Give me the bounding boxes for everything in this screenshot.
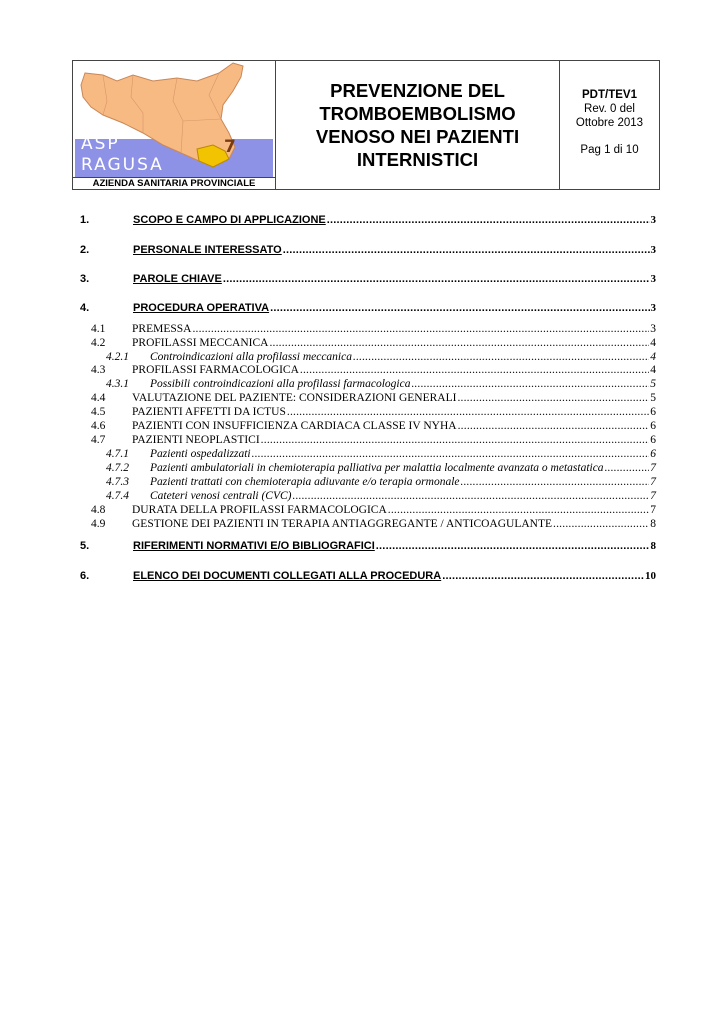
toc-entry-number: 4.2 (91, 337, 106, 349)
toc-entry-title[interactable]: ELENCO DEI DOCUMENTI COLLEGATI ALLA PROCEDURA (133, 570, 442, 582)
toc-entry-number: 4.7 (91, 434, 106, 446)
logo-cell (73, 61, 276, 189)
toc-entry-title[interactable]: Pazienti trattati con chemioterapia adiuvante e/o terapia ormonale (150, 476, 460, 488)
document-title (316, 79, 519, 171)
toc-entry-number: 4.7.3 (106, 476, 129, 488)
toc-entry-title[interactable]: PAROLE CHIAVE (133, 273, 222, 285)
toc-entry-number: 4. (80, 302, 90, 314)
toc-entry-title[interactable]: Controindicazioni alla profilassi meccanica (150, 351, 352, 363)
toc-entry-number: 4.8 (91, 504, 106, 516)
toc-entry-number: 5. (80, 540, 90, 552)
document-header (72, 60, 660, 190)
revision: Rev. 0 del (584, 103, 635, 115)
toc-entry-number: 4.9 (91, 518, 106, 530)
toc-entry-page: 3 (650, 244, 656, 256)
toc-leader-dots (300, 364, 649, 376)
toc-leader-dots (553, 518, 649, 530)
toc-leader-dots (461, 476, 650, 488)
page-number: Pag 1 di 10 (580, 144, 639, 156)
toc-leader-dots (252, 448, 650, 460)
toc-entry-page: 3 (650, 323, 656, 335)
toc-leader-dots (605, 462, 650, 474)
toc-entry-number: 4.1 (91, 323, 106, 335)
toc-entry-page: 3 (650, 273, 656, 285)
document-code: PDT/TEV1 (582, 89, 637, 101)
toc-entry-title[interactable]: PAZIENTI CON INSUFFICIENZA CARDIACA CLASSE IV NYHA (132, 420, 457, 432)
logo-caption: AZIENDA SANITARIA PROVINCIALE (73, 177, 275, 189)
toc-entry-page: 6 (650, 420, 656, 432)
toc-entry-title[interactable]: SCOPO E CAMPO DI APPLICAZIONE (133, 214, 326, 226)
toc-leader-dots (293, 490, 650, 502)
toc-entry-title[interactable]: PROFILASSI FARMACOLOGICA (132, 364, 299, 376)
toc-leader-dots (283, 244, 650, 256)
toc-entry-title[interactable]: VALUTAZIONE DEL PAZIENTE: CONSIDERAZIONI GENERALI (132, 392, 457, 404)
toc-entry-number: 1. (80, 214, 90, 226)
toc-entry-title[interactable]: RIFERIMENTI NORMATIVI E/O BIBLIOGRAFICI (133, 540, 375, 552)
toc-entry-page: 5 (650, 392, 656, 404)
toc-entry-title[interactable]: PROFILASSI MECCANICA (132, 337, 269, 349)
toc-leader-dots (327, 214, 650, 226)
toc-leader-dots (376, 540, 650, 552)
toc-entry-number: 4.6 (91, 420, 106, 432)
toc-entry-number: 4.7.2 (106, 462, 129, 474)
toc-entry-title[interactable]: PAZIENTI AFFETTI DA ICTUS (132, 406, 286, 418)
toc-leader-dots (388, 504, 649, 516)
toc-entry-title[interactable]: GESTIONE DEI PAZIENTI IN TERAPIA ANTIAGGREGANTE / ANTICOAGULANTE (132, 518, 553, 530)
toc-entry-page: 10 (645, 570, 656, 582)
toc-entry-title[interactable]: Cateteri venosi centrali (CVC) (150, 490, 292, 502)
toc-entry-number: 4.7.1 (106, 448, 129, 460)
title-line: INTERNISTICI (356, 149, 479, 170)
toc-entry-number: 4.4 (91, 392, 106, 404)
toc-entry-title[interactable]: Possibili controindicazioni alla profilassi farmacologica (150, 378, 411, 390)
toc-entry-number: 3. (80, 273, 90, 285)
toc-entry-page: 7 (650, 490, 656, 502)
toc-entry-title[interactable]: PAZIENTI NEOPLASTICI (132, 434, 260, 446)
toc-entry-page: 4 (650, 337, 656, 349)
title-line: PREVENZIONE DEL (330, 80, 505, 101)
toc-leader-dots (287, 406, 649, 418)
title-cell (276, 61, 559, 189)
toc-entry-number: 4.3.1 (106, 378, 129, 390)
toc-leader-dots (192, 323, 649, 335)
toc-leader-dots (457, 392, 649, 404)
toc-entry-page: 4 (650, 351, 656, 363)
toc-leader-dots (353, 351, 649, 363)
toc-entry-title[interactable]: PREMESSA (132, 323, 192, 335)
toc-entry-number: 6. (80, 570, 90, 582)
toc-entry-title[interactable]: PROCEDURA OPERATIVA (133, 302, 270, 314)
toc-entry-page: 7 (650, 504, 656, 516)
toc-entry-page: 6 (650, 448, 656, 460)
document-code-cell (559, 61, 659, 189)
toc-leader-dots (269, 337, 649, 349)
toc-leader-dots (442, 570, 644, 582)
toc-leader-dots (270, 302, 649, 314)
toc-entry-number: 4.7.4 (106, 490, 129, 502)
toc-entry-page: 6 (650, 434, 656, 446)
toc-leader-dots (261, 434, 650, 446)
logo-number: 7 (224, 137, 236, 157)
toc-entry-number: 2. (80, 244, 90, 256)
toc-entry-number: 4.5 (91, 406, 106, 418)
toc-entry-page: 3 (650, 214, 656, 226)
toc-entry-page: 8 (650, 540, 656, 552)
toc-entry-page: 3 (650, 302, 656, 314)
toc-entry-page: 7 (650, 476, 656, 488)
toc-entry-number: 4.2.1 (106, 351, 129, 363)
toc-entry-title[interactable]: Pazienti ospedalizzati (150, 448, 251, 460)
title-line: TROMBOEMBOLISMO (319, 103, 516, 124)
toc-entry-number: 4.3 (91, 364, 106, 376)
toc-entry-page: 5 (650, 378, 656, 390)
toc-entry-page: 7 (650, 462, 656, 474)
logo-ragusa-text: RAGUSA (81, 155, 164, 175)
toc-entry-page: 4 (650, 364, 656, 376)
toc-leader-dots (411, 378, 649, 390)
toc-entry-title[interactable]: Pazienti ambulatoriali in chemioterapia palliativa per malattia localmente avanzata o metastatica (150, 462, 604, 474)
toc-entry-title[interactable]: DURATA DELLA PROFILASSI FARMACOLOGICA (132, 504, 387, 516)
title-line: VENOSO NEI PAZIENTI (315, 126, 520, 147)
revision-date: Ottobre 2013 (575, 117, 644, 129)
toc-leader-dots (223, 273, 650, 285)
toc-leader-dots (458, 420, 650, 432)
toc-entry-title[interactable]: PERSONALE INTERESSATO (133, 244, 282, 256)
toc-entry-page: 6 (650, 406, 656, 418)
logo-asp-text: ASP (81, 134, 120, 154)
toc-entry-page: 8 (650, 518, 656, 530)
